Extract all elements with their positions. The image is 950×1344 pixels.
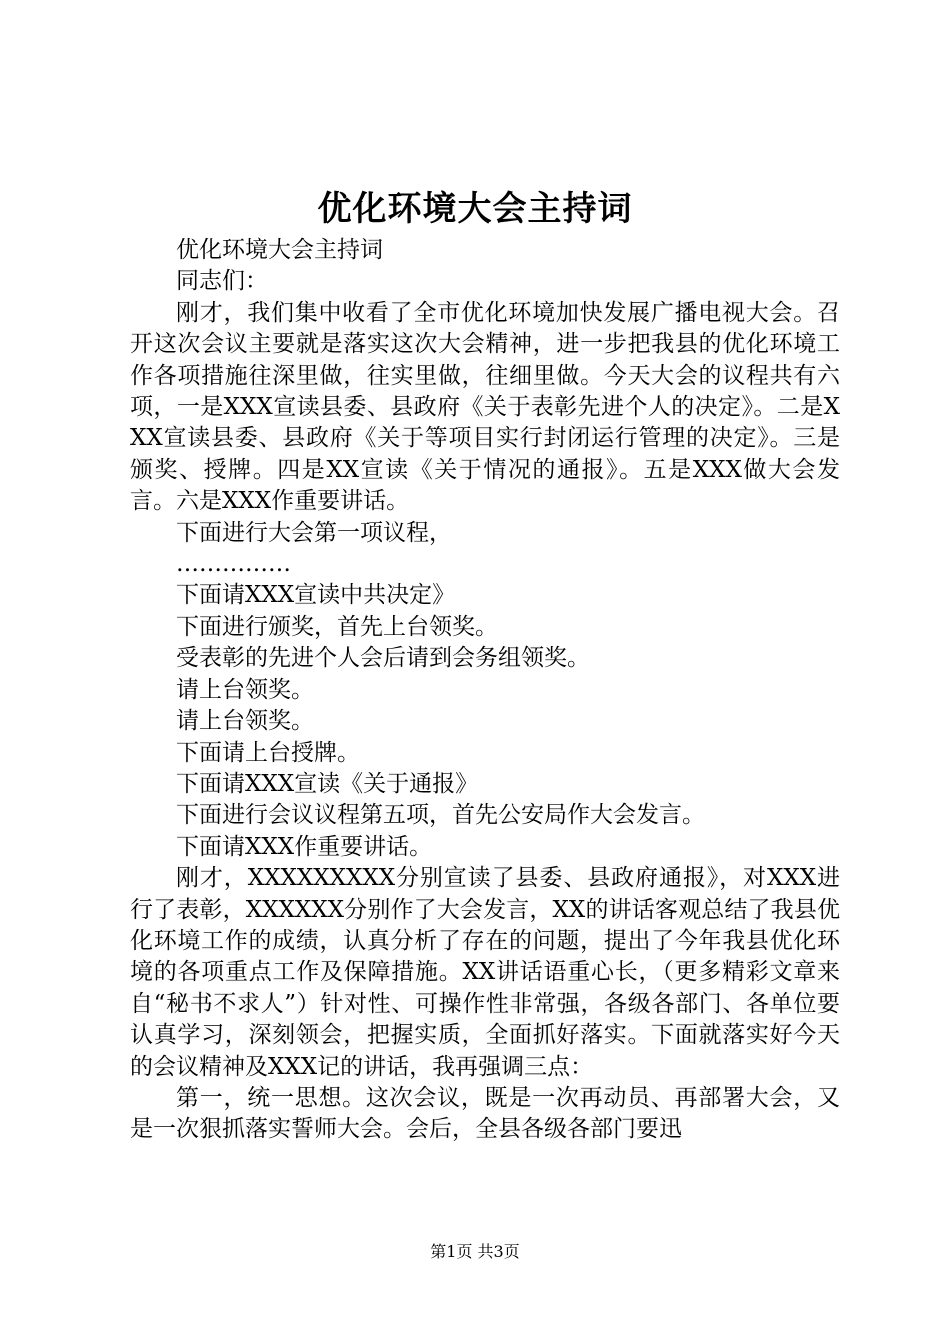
paragraph: 请上台领奖。 bbox=[176, 676, 314, 703]
paragraph: 同志们： bbox=[176, 268, 268, 295]
paragraph: 刚才，我们集中收看了全市优化环境加快发展广播电视大会。召开这次会议主要就是落实这次大会精神，进一步把我县的优化环境工作各项措施往深里做，往实里做，往细里做。今天大会的议程共有六项，一是XXX宣读县委、县政府《关于表彰先进个人的决定》。二是XXX宣读县委、县政府《关于等项目实行封闭运行管理的决定》。三是颁奖、授牌。四是XX宣读《关于情况的通报》。五是XXX做大会发言。六是XXX作重要讲话。 bbox=[130, 299, 840, 515]
paragraph: …………… bbox=[176, 551, 291, 578]
document-body bbox=[130, 235, 840, 1146]
paragraph: 下面进行大会第一项议程， bbox=[176, 519, 452, 546]
paragraph: 第一，统一思想。这次会议，既是一次再动员、再部署大会，又是一次狠抓落实誓师大会。会后，全县各级各部门要迅 bbox=[130, 1084, 840, 1143]
document-title: 优化环境大会主持词 bbox=[317, 189, 633, 229]
paragraph: 受表彰的先进个人会后请到会务组领奖。 bbox=[176, 645, 590, 672]
paragraph: 刚才，XXXXXXXXX分别宣读了县委、县政府通报》，对XXX进行了表彰，XXXXXX分别作了大会发言，XX的讲话客观总结了我县优化环境工作的成绩，认真分析了存在的问题，提出了今年我县优化环境的各项重点工作及保障措施。XX讲话语重心长，（更多精彩文章来自“秘书不求人”）针对性、可操作性非常强，各级各部门、各单位要认真学习，深刻领会，把握实质，全面抓好落实。下面就落实好今天的会议精神及XXX记的讲话，我再强调三点： bbox=[130, 865, 840, 1080]
paragraph: 下面进行会议议程第五项，首先公安局作大会发言。 bbox=[176, 802, 705, 829]
paragraph: 下面请XXX作重要讲话。 bbox=[176, 833, 433, 860]
paragraph: 下面请上台授牌。 bbox=[176, 739, 360, 766]
page-footer: 第1页 共3页 bbox=[430, 1242, 520, 1261]
paragraph: 下面请XXX宣读中共决定》 bbox=[176, 582, 456, 609]
paragraph: 请上台领奖。 bbox=[176, 708, 314, 735]
paragraph: 下面请XXX宣读《关于通报》 bbox=[176, 770, 479, 797]
paragraph: 下面进行颁奖，首先上台领奖。 bbox=[176, 613, 498, 640]
paragraph: 优化环境大会主持词 bbox=[176, 237, 383, 263]
